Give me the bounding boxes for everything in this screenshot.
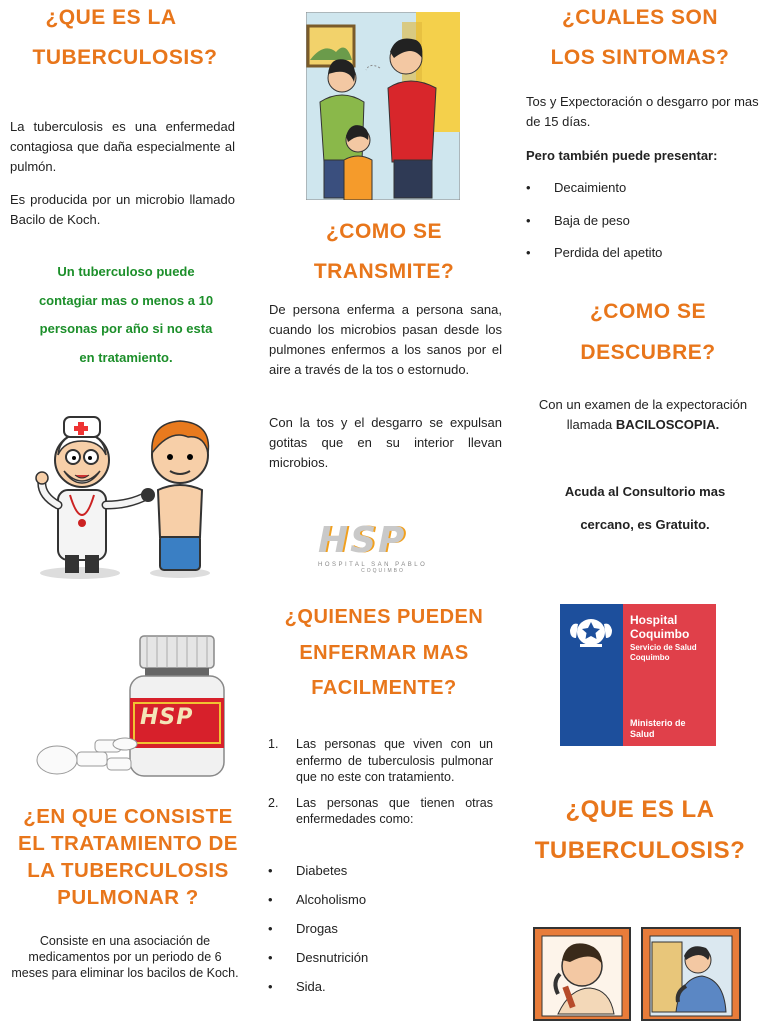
- hospital-san-pablo-logo: [318, 522, 448, 582]
- cough-droplets-paragraph: Con la tos y el desgarro se expulsan gotitas que en su interior llevan microbios.: [269, 415, 502, 470]
- who-heading-line: ENFERMAR MAS: [299, 641, 469, 664]
- contagion-line: contagiar mas o menos a 10: [38, 292, 214, 308]
- treatment-description: Consiste en una asociación de medicamentos por un periodo de 6 meses para eliminar los bacilos de Koch.: [11, 934, 239, 980]
- contagion-line: en tratamiento.: [79, 349, 173, 365]
- transmission-paragraph: De persona enferma a persona sana, cuando los microbios pasan desde los pulmones enfermos a los sanos por el aire a través de la tos o estornudo.: [269, 302, 502, 377]
- diagnosis-paragraph: [522, 395, 764, 435]
- list-item: • Sida.: [268, 972, 468, 1001]
- hsp-logo-subtext2: COQUIMBO: [361, 568, 405, 574]
- heading-what-is-tb-line1: ¿QUE ES LA: [45, 6, 177, 29]
- symptoms-also-label: Pero también puede presentar:: [526, 148, 718, 163]
- doctor-patient-illustration: [20, 395, 220, 580]
- heading-diagnosis-line2: DESCUBRE?: [580, 341, 716, 364]
- list-number: 1.: [268, 737, 279, 751]
- who-can-get-sick-heading: [256, 600, 512, 707]
- list-item: • Perdida del apetito: [526, 243, 746, 263]
- treatment-heading: [0, 803, 256, 911]
- consultorio-callout: [520, 478, 768, 539]
- treatment-heading-line: ¿EN QUE CONSISTE: [23, 805, 233, 828]
- list-item-text: Las personas que viven con un enfermo de tuberculosis pulmonar que no este con tratamiento.: [296, 737, 493, 784]
- cover-heading-line1: ¿QUE ES LA: [565, 796, 715, 823]
- list-item: • Diabetes: [268, 856, 468, 885]
- heading-transmission-line1: ¿COMO SE: [325, 220, 442, 243]
- logo-red-block: [623, 604, 716, 746]
- list-item: • Baja de peso: [526, 211, 746, 231]
- consult-line: cercano, es Gratuito.: [580, 517, 710, 532]
- contagion-warning: [0, 258, 252, 372]
- baciloscopia-label: BACILOSCOPIA.: [615, 417, 720, 432]
- symptoms-list: [526, 178, 746, 263]
- heading-diagnosis-line1: ¿COMO SE: [589, 300, 706, 323]
- contagion-line: personas por año si no esta: [39, 321, 213, 336]
- heading-transmission-line2: TRANSMITE?: [313, 260, 455, 283]
- list-item: • Desnutrición: [268, 943, 468, 972]
- tb-cause-paragraph: Es producida por un microbio llamado Bacilo de Koch.: [10, 192, 235, 227]
- who-heading-line: ¿QUIENES PUEDEN: [284, 606, 484, 628]
- logo-hospital-name: Coquimbo: [630, 627, 690, 641]
- logo-ministry-name: Ministerio de: [630, 718, 686, 728]
- coat-of-arms-icon: [560, 604, 623, 654]
- medicine-bottle-illustration: [35, 632, 235, 782]
- diagnosis-text: Con un examen de la expectoración llamada: [538, 397, 748, 432]
- logo-blue-block: [560, 604, 623, 746]
- contagion-line: Un tuberculoso puede: [57, 264, 195, 279]
- consult-line: Acuda al Consultorio mas: [564, 484, 726, 499]
- heading-symptoms-line2: LOS SINTOMAS?: [550, 46, 730, 69]
- heading-what-is-tb-line2: TUBERCULOSIS?: [32, 46, 218, 69]
- treatment-heading-line: PULMONAR ?: [57, 886, 199, 909]
- list-item: • Alcoholismo: [268, 885, 468, 914]
- cover-heading-line2: TUBERCULOSIS?: [534, 837, 746, 864]
- logo-service-name: Servicio de Salud: [630, 643, 697, 652]
- list-item: [268, 736, 493, 786]
- sick-persons-illustration: [530, 922, 744, 1022]
- treatment-heading-line: EL TRATAMIENTO DE: [18, 832, 238, 855]
- list-number: 2.: [268, 795, 279, 810]
- treatment-heading-line: LA TUBERCULOSIS: [27, 859, 229, 882]
- risk-groups-list: [268, 736, 493, 828]
- hospital-coquimbo-logo: [560, 604, 716, 746]
- list-item: • Decaimiento: [526, 178, 746, 198]
- diseases-list: [268, 856, 468, 1001]
- list-item: • Drogas: [268, 914, 468, 943]
- tb-definition-paragraph: La tuberculosis es una enfermedad contagiosa que daña especialmente al pulmón.: [10, 119, 235, 174]
- logo-service-name: Coquimbo: [630, 653, 670, 662]
- who-heading-line: FACILMENTE?: [311, 677, 457, 699]
- hsp-logo-text: HSP: [318, 520, 407, 561]
- logo-ministry-name: Salud: [630, 729, 655, 739]
- bottle-pills: [37, 738, 137, 774]
- symptoms-paragraph: Tos y Expectoración o desgarro por mas de 15 días.: [526, 94, 759, 129]
- hsp-logo-subtext: HOSPITAL SAN PABLO: [318, 562, 428, 568]
- list-item: [268, 795, 493, 828]
- logo-hospital-name: Hospital: [630, 613, 678, 627]
- heading-symptoms-line1: ¿CUALES SON: [561, 6, 718, 29]
- bottle-hsp-logo: HSP: [140, 705, 194, 730]
- list-item-text: Las personas que tienen otras enfermedades como:: [296, 795, 493, 826]
- coughing-family-illustration: [306, 12, 460, 200]
